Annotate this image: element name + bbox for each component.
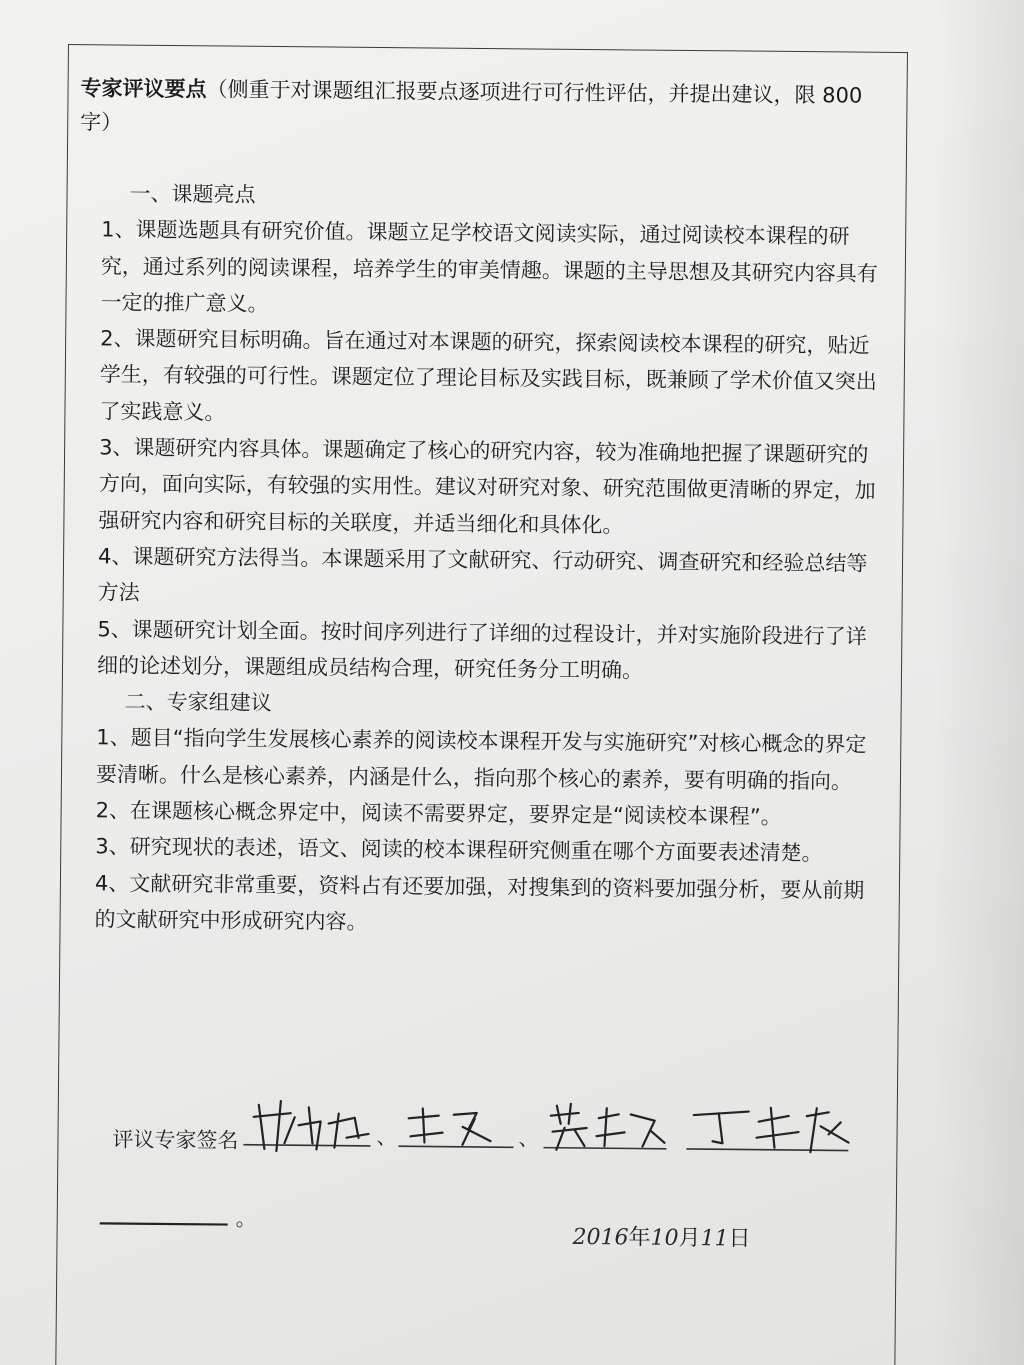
page-shadow [934,0,1024,1365]
highlight-item-1: 1、课题选题具有研究价值。课题立足学校语文阅读实际，通过阅读校本课程的研究，通过系列的阅读课程，培养学生的审美情趣。课题的主导思想及其研究内容具有一定的推广意义。 [100,217,878,316]
header-note: （侧重于对课题组汇报要点逐项进行可行性评估，并提出建议，限 800 字） [80,77,863,135]
header-title: 专家评议要点 [80,76,207,102]
section-heading-highlights: 一、课题亮点 [129,181,256,207]
suggestion-item-1: 1、题目“指向学生发展核心素养的阅读校本课程开发与实施研究”对核心概念的界定要清晰。什么是核心素养，内涵是什么，指向那个核心的素养，要有明确的指向。 [95,725,867,794]
date-year: 2016 [572,1224,629,1251]
highlight-item-2: 2、课题研究目标明确。旨在通过对本课题的研究，探索阅读校本课程的研究，贴近学生，有较强的可行性。课题定位了理论目标及实践目标，既兼顾了学术价值又突出了实践意义。 [99,326,877,425]
form-body [60,139,906,945]
section-heading-suggestions: 二、专家组建议 [124,689,272,716]
highlight-item-5: 5、课题研究计划全面。按时间序列进行了详细的过程设计，并对实施阶段进行了详细的论述划分，课题组成员结构合理，研究任务分工明确。 [96,616,867,683]
signature-period: 。 [235,1206,257,1231]
handwritten-signatures [57,1075,897,1303]
svg-text:、: 、 [518,1126,539,1151]
signing-date [572,1220,750,1258]
highlight-item-4: 4、课题研究方法得当。本课题采用了文献研究、行动研究、调查研究和经验总结等方法 [97,544,868,605]
signature-area [57,1075,897,1303]
date-month: 10 [650,1225,679,1251]
date-day-unit: 日 [728,1226,751,1252]
date-month-unit: 月 [678,1225,701,1252]
date-year-unit: 年 [628,1225,651,1251]
highlight-item-3: 3、课题研究内容具体。课题确定了核心的研究内容，较为准确地把握了课题研究的方向，面向实际，有较强的实用性。建议对研究对象、研究范围做更清晰的界定，加强研究内容和研究目标的关联度，并适当细化和具体化。 [98,435,876,538]
form-content [60,45,907,1252]
date-day: 11 [700,1226,729,1252]
suggestion-item-3: 3、研究现状的表述，语文、阅读的校本课程研究侧重在哪个方面要表述清楚。 [95,834,823,866]
svg-text:、: 、 [376,1125,397,1150]
form-header [68,45,907,147]
suggestion-item-2: 2、在课题核心概念界定中，阅读不需要界定，要界定是“阅读校本课程”。 [95,798,782,829]
review-form-frame [55,44,908,1365]
signature-label: 评议专家签名 [112,1127,239,1153]
suggestion-item-4: 4、文献研究非常重要，资料占有还要加强，对搜集到的资料要加强分析，要从前期的文献研究中形成研究内容。 [94,870,865,934]
